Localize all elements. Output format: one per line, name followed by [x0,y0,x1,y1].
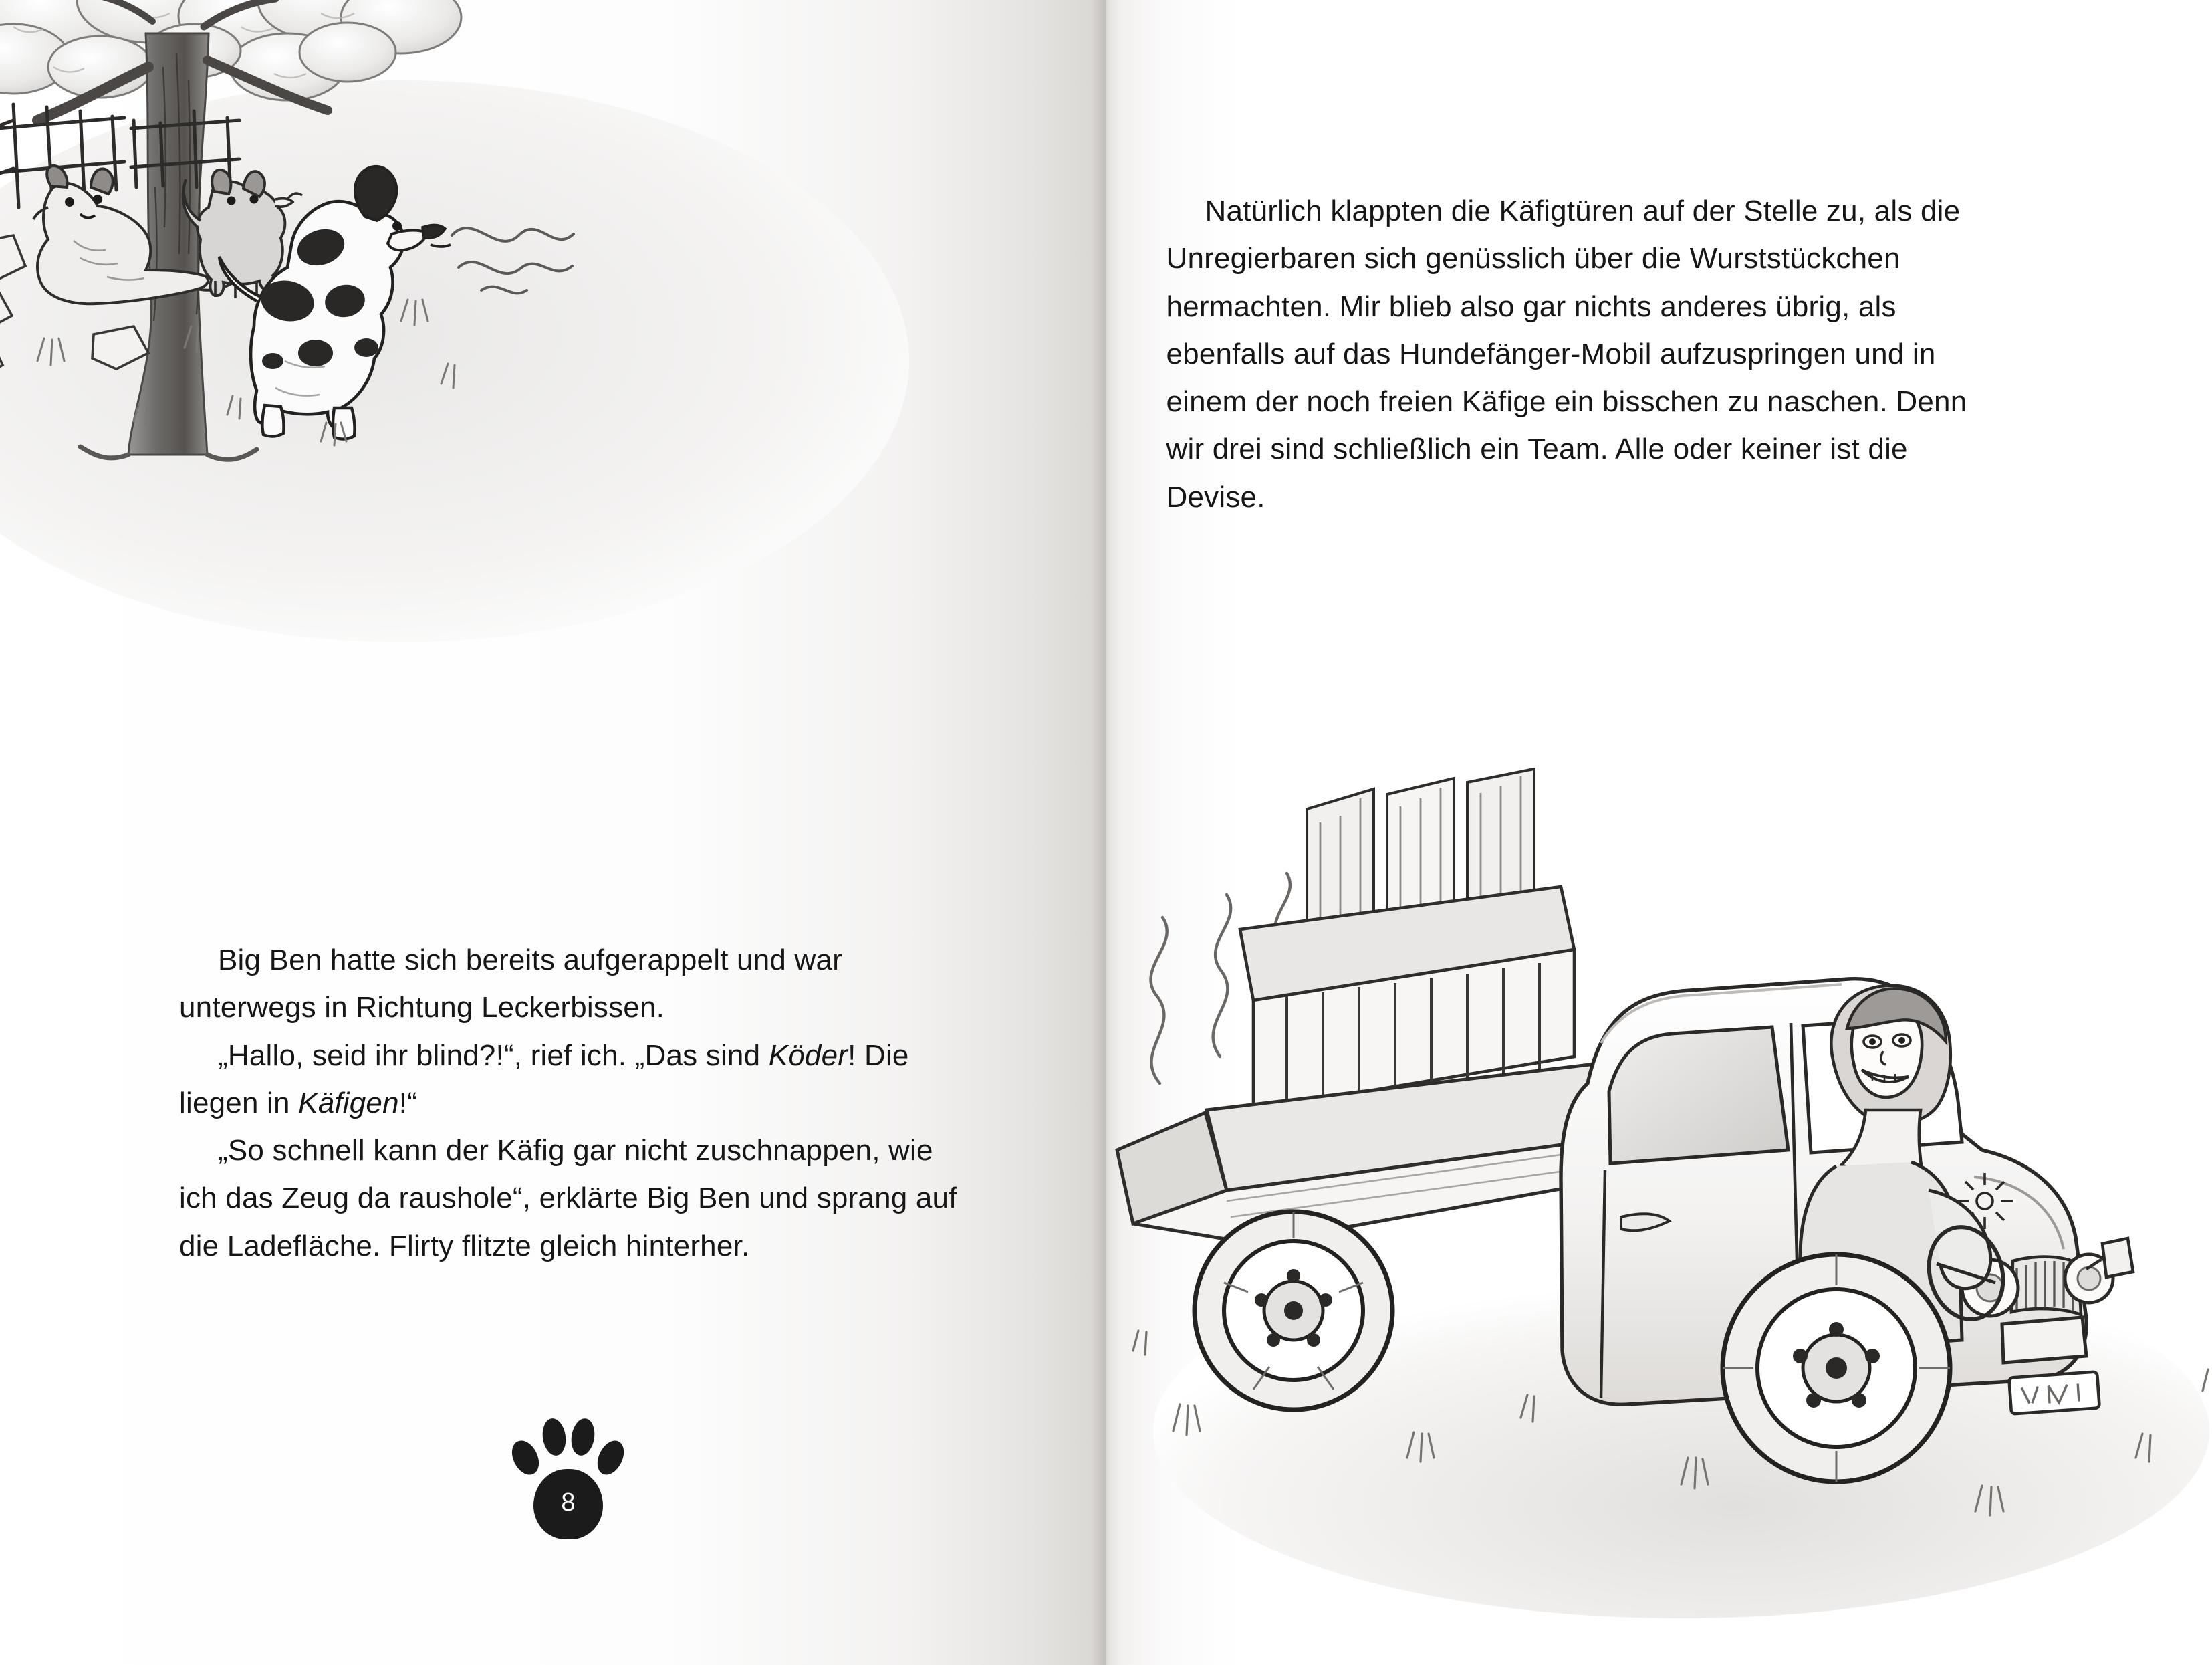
front-wheel [1723,1254,1950,1482]
page-number: 8 [561,1488,576,1517]
flatbed [1117,1063,1628,1244]
dialogue-part-1: „Hallo, seid ihr blind?!“, rief ich. „Das sind [218,1038,769,1072]
right-page [1106,0,2212,1665]
dialogue-part-3: !“ [398,1086,418,1119]
dogs-under-tree-illustration [0,0,1016,856]
rear-wheel [1195,1212,1392,1410]
dialogue-part-2: ! Die liegen in [179,1038,909,1119]
paw-print-page-number [508,1408,628,1541]
paw-toe-icon [569,1417,597,1458]
left-page-text-block [179,936,968,1270]
paragraph: Natürlich klappten die Käfigtüren auf der Stelle zu, als die Unregierbaren sich genüsslich über die Wurststückchen hermachten. Mir blieb also gar nichts anderes übrig, als ebenfalls auf das Hundefänger-Mobil aufzuspringen und in einem der noch freien Käfige ein bisschen zu naschen. Denn wir drei sind schließlich ein Team. Alle oder keiner ist die Devise. [1166,195,1967,514]
dog-catcher-van-illustration [1106,709,2212,1658]
right-page-text-block [1166,187,1975,521]
cages [1240,769,1574,1110]
italic-koeder: Köder [768,1038,848,1072]
paragraph: Big Ben hatte sich bereits aufgerappelt und war unterwegs in Richtung Leckerbissen. [179,944,842,1024]
license-plate [2009,1371,2099,1414]
paragraph: „So schnell kann der Käfig gar nicht zuschnappen, wie ich das Zeug da raushole“, erklärte Big Ben und sprang auf die Ladefläche. Flirty flitzte gleich hinterher. [179,1134,957,1262]
paragraph-with-italics [179,1032,968,1127]
italic-kaefigen: Käfigen [298,1086,399,1119]
paw-toe-icon [507,1436,544,1479]
paw-toe-icon [540,1417,568,1457]
paw-toe-icon [592,1436,629,1479]
